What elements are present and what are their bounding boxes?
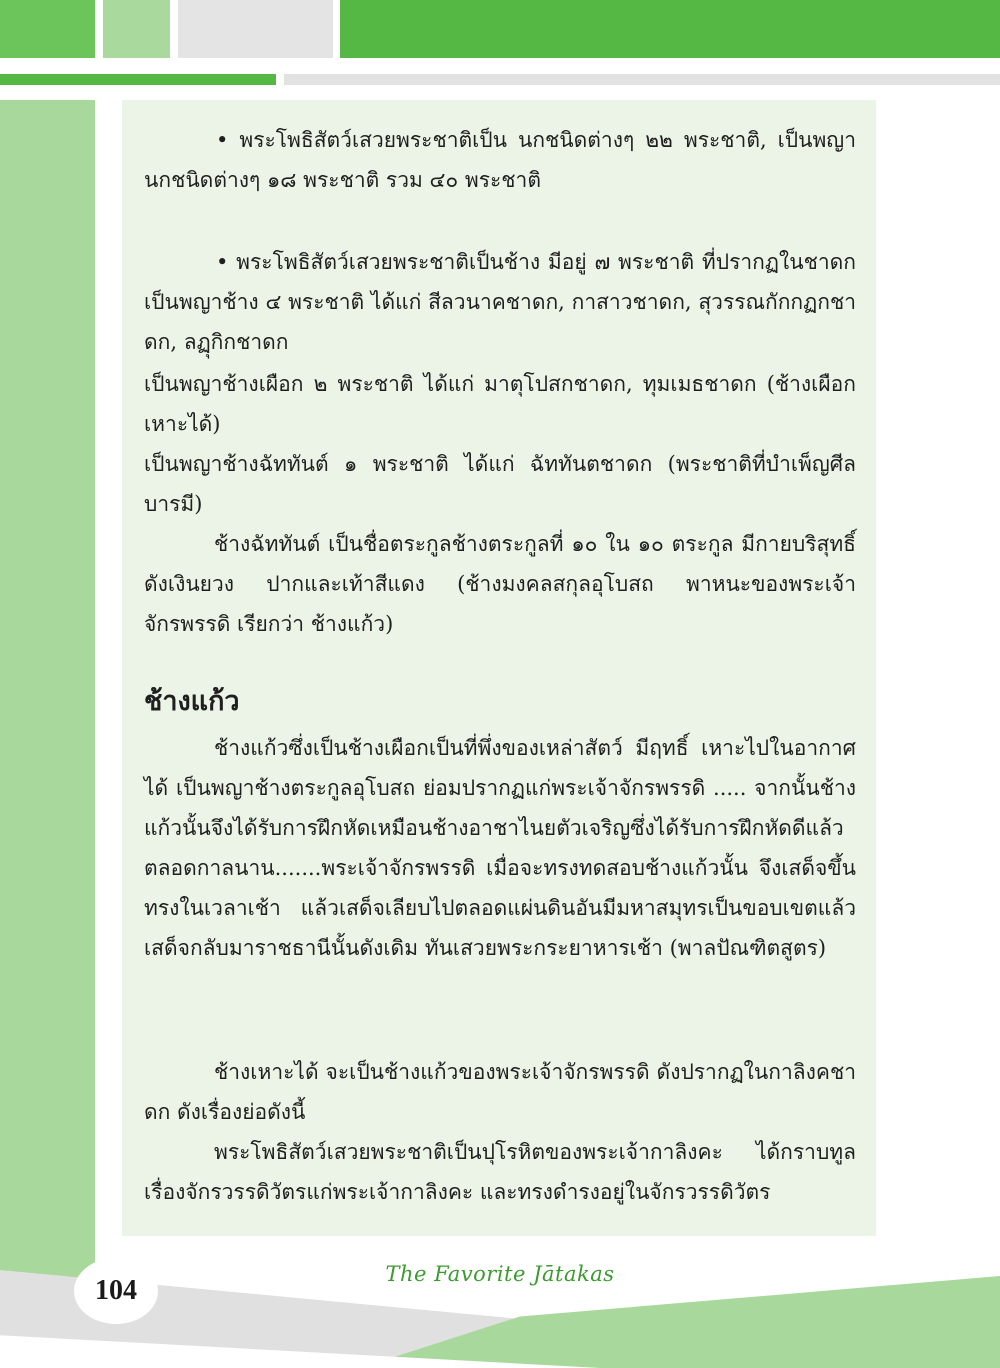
header-bar-light-green [103,0,170,58]
paragraph-kalinga: พระโพธิสัตว์เสวยพระชาติเป็นปุโรหิตของพระเจ้ากาลิงคะ ได้กราบทูลเรื่องจักรวรรดิวัตรแก่พระเจ้ากาลิงคะ และทรงดำรงอยู่ในจักรวรรดิวัตร [144,1140,856,1204]
paragraph-bird-births: • พระโพธิสัตว์เสวยพระชาติเป็น นกชนิดต่างๆ ๒๒ พระชาติ, เป็นพญานกชนิดต่างๆ ๑๘ พระชาติ รวม ๔๐ พระชาติ [144,128,856,192]
header-bar-grey [178,0,333,58]
paragraph-elephant-births: • พระโพธิสัตว์เสวยพระชาติเป็นช้าง มีอยู่ ๗ พระชาติ ที่ปรากฏในชาดก เป็นพญาช้าง ๔ พระชาติ ได้แก่ สีลวนาคชาดก, กาสาวชาดก, สุวรรณกักกฏกชาดก, ลฏุกิกชาดก [144,250,856,354]
book-title: The Favorite Jātakas [385,1262,615,1286]
paragraph-chaddanta-note: ช้างฉัททันต์ เป็นชื่อตระกูลช้างตระกูลที่ ๑๐ ใน ๑๐ ตระกูล มีกายบริสุทธิ์ดังเงินยวง ปากและเท้าสีแดง (ช้างมงคลสกุลอุโบสถ พาหนะของพระเจ้าจักรพรรดิ เรียกว่า ช้างแก้ว) [144,532,856,636]
section-heading: ช้างแก้ว [144,686,240,717]
header-rule-grey [284,74,1000,85]
page-number: 104 [74,1258,158,1324]
paragraph-gem-elephant: ช้างแก้วซึ่งเป็นช้างเผือกเป็นที่พึ่งของเหล่าสัตว์ มีฤทธิ์ เหาะไปในอากาศได้ เป็นพญาช้างตระกูลอุโบสถ ย่อมปรากฏแก่พระเจ้าจักรพรรดิ ..... จากนั้นช้างแก้วนั้นจึงได้รับการฝึกหัดเหมือนช้างอาชาไนยตัวเจริญซึ่งได้รับการฝึกหัดดีแล้วตลอดกาลนาน.......พระเจ้าจักรพรรดิ เมื่อจะทรงทดสอบช้างแก้วนั้น จึงเสด็จขึ้นทรงในเวลาเช้า แล้วเสด็จเลียบไปตลอดแผ่นดินอันมีมหาสมุทรเป็นขอบเขตแล้วเสด็จกลับมาราชธานีนั้นดังเดิม ทันเสวยพระกระยาหารเช้า (พาลปัณฑิตสูตร) [144,736,856,960]
header-bar-green [0,0,95,58]
paragraph-flying-elephant: ช้างเหาะได้ จะเป็นช้างแก้วของพระเจ้าจักรพรรดิ ดังปรากฏในกาลิงคชาดก ดังเรื่องย่อดังนี้ [144,1060,856,1124]
left-margin-band [0,100,95,1280]
header-bar-wide-green [340,0,1000,58]
header-rule-green [0,74,276,85]
paragraph-chaddanta: เป็นพญาช้างฉัททันต์ ๑ พระชาติ ได้แก่ ฉัททันตชาดก (พระชาติที่บำเพ็ญศีลบารมี) [144,452,856,516]
paragraph-white-elephant: เป็นพญาช้างเผือก ๒ พระชาติ ได้แก่ มาตุโปสกชาดก, ทุมเมธชาดก (ช้างเผือกเหาะได้) [144,372,856,436]
